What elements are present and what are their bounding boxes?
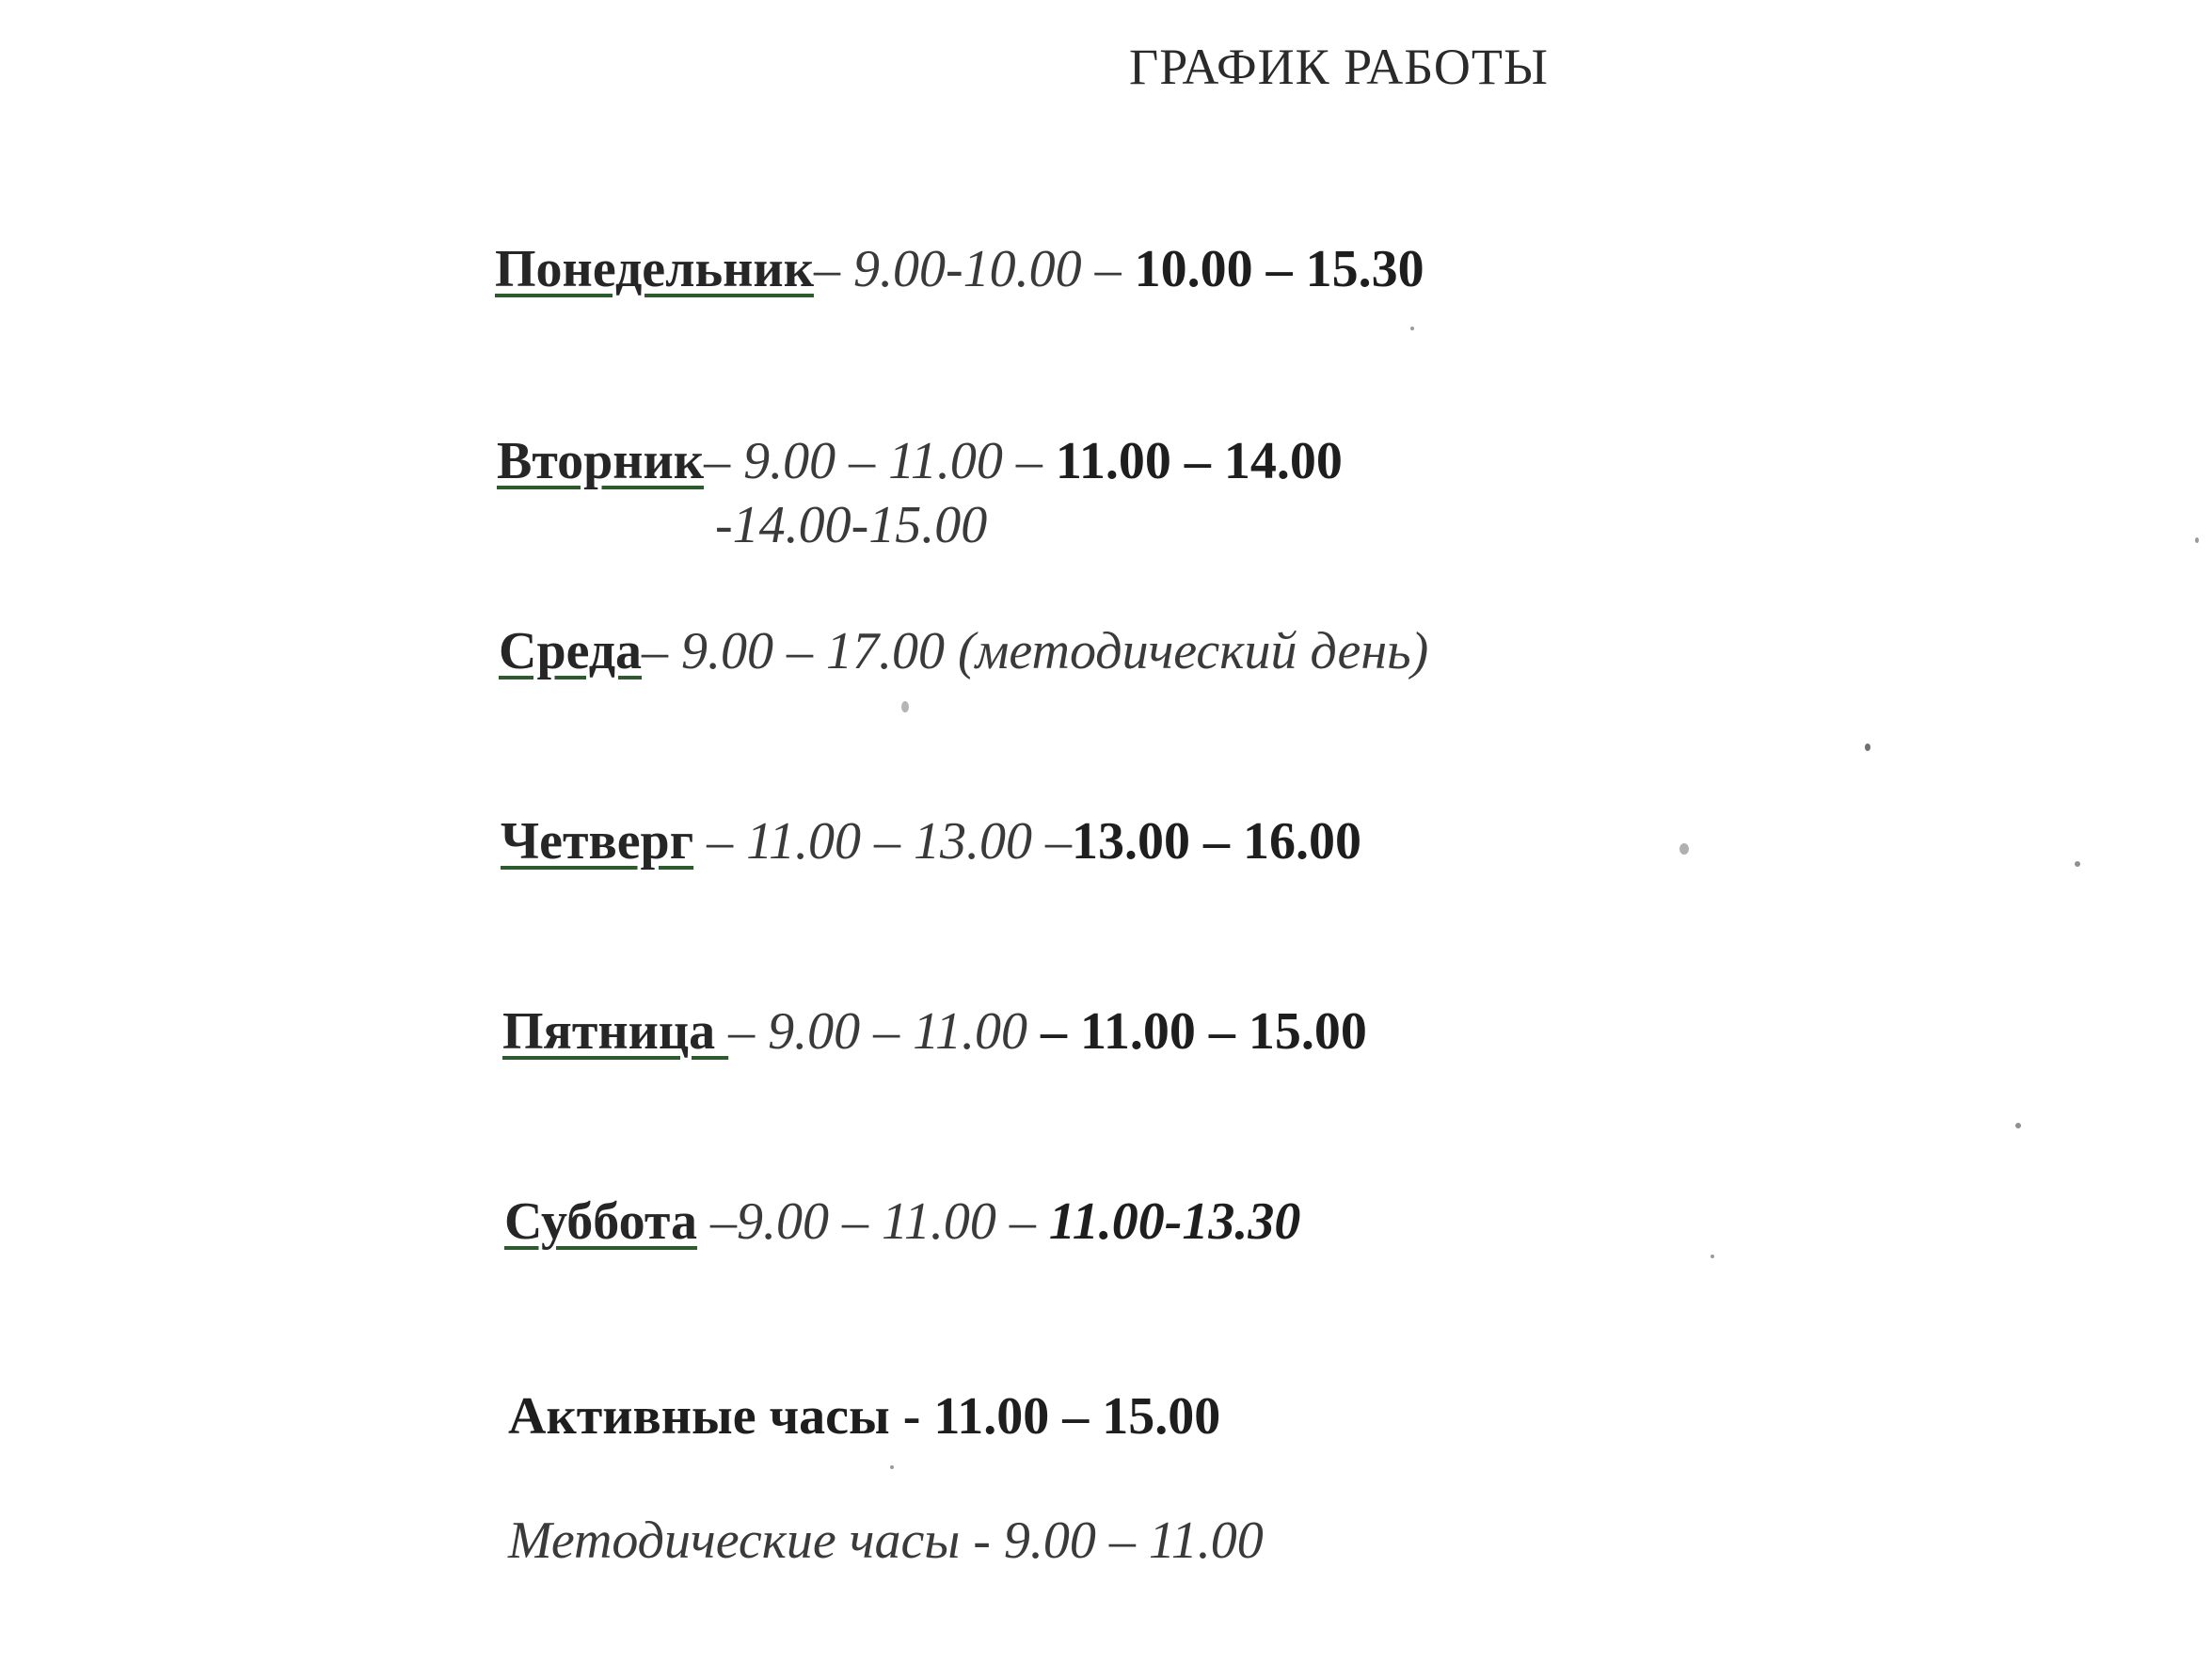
- active-time: 11.00 – 14.00: [1042, 432, 1343, 490]
- page-title: ГРАФИК РАБОТЫ: [1129, 39, 1549, 95]
- active-time: 13.00 – 16.00: [1071, 812, 1361, 871]
- separator: –: [813, 240, 840, 298]
- separator: –: [693, 812, 734, 871]
- scan-speck: [2195, 537, 2199, 543]
- day-label: Понедельник: [495, 240, 814, 298]
- separator: –: [728, 1002, 756, 1061]
- day-label: Среда: [499, 622, 643, 680]
- methodic-time: 9.00 – 11.00 –: [737, 1192, 1036, 1251]
- scan-speck: [890, 1465, 894, 1469]
- scan-speck: [901, 701, 909, 712]
- methodic-time: 9.00 – 11.00 –: [730, 432, 1042, 490]
- schedule-row-friday: [502, 1002, 1367, 1061]
- tuesday-continuation: -14.00-15.00: [715, 496, 988, 554]
- methodic-time: 9.00 – 11.00: [755, 1002, 1028, 1061]
- separator: –: [697, 1192, 738, 1251]
- scan-speck: [2015, 1123, 2021, 1128]
- separator: –: [704, 432, 731, 490]
- schedule-row-monday: [495, 240, 1424, 298]
- day-label: Пятница: [502, 1002, 729, 1061]
- methodic-time: 9.00 – 17.00 (методический день): [668, 622, 1429, 680]
- active-hours: Активные часы - 11.00 – 15.00: [508, 1387, 1221, 1446]
- methodic-time: 11.00 – 13.00 –: [733, 812, 1072, 871]
- scan-speck: [2075, 861, 2080, 867]
- day-label: Четверг: [501, 812, 694, 871]
- separator: –: [642, 622, 669, 680]
- day-label: Суббота: [504, 1192, 698, 1251]
- schedule-row-tuesday: [497, 432, 1343, 490]
- scan-speck: [1679, 843, 1689, 855]
- scan-speck: [1711, 1255, 1714, 1258]
- active-time: – 11.00 – 15.00: [1027, 1002, 1367, 1061]
- active-time: 11.00-13.30: [1035, 1192, 1301, 1251]
- day-label: Вторник: [497, 432, 705, 490]
- methodic-time: 9.00-10.00 –: [839, 240, 1122, 298]
- schedule-row-thursday: [501, 812, 1361, 871]
- scan-speck: [1865, 744, 1870, 751]
- schedule-row-saturday: [504, 1192, 1301, 1251]
- active-time: 10.00 – 15.30: [1121, 240, 1424, 298]
- scan-speck: [1410, 327, 1414, 330]
- methodic-hours: Методические часы - 9.00 – 11.00: [508, 1511, 1264, 1570]
- schedule-row-wednesday: [499, 622, 1429, 680]
